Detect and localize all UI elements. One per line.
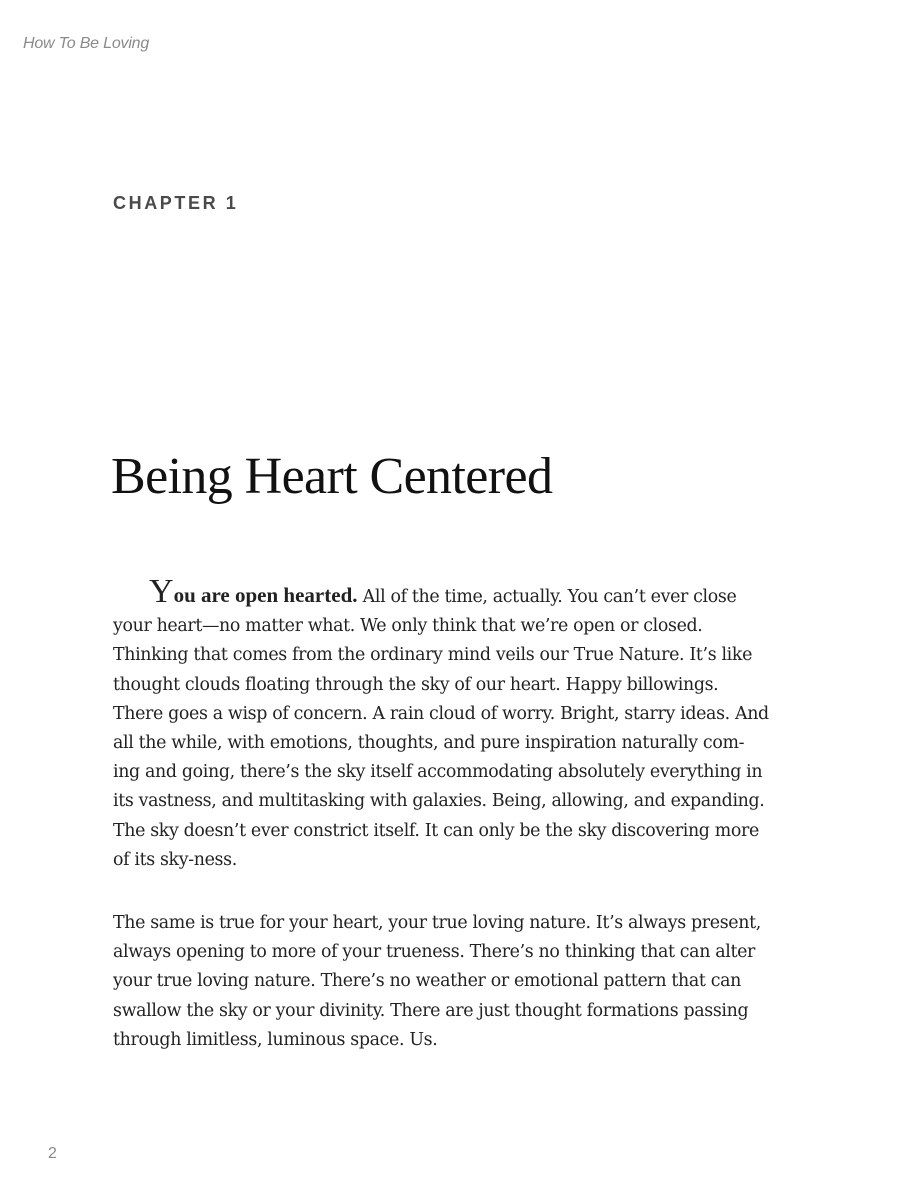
running-header-title: How To Be Loving — [23, 35, 150, 52]
lead-initial-letter: Y — [149, 573, 174, 610]
paragraph-line: your heart—no matter what. We only think that we’re open or closed. — [113, 616, 703, 637]
lead-in-rest: ou are open hearted. — [173, 583, 358, 607]
lead-in-phrase — [149, 573, 358, 610]
paragraph-line: ing and going, there’s the sky itself accommodating absolutely everything in — [113, 762, 763, 783]
first-line-rest: All of the time, actually. You can’t ever close — [357, 587, 737, 607]
paragraph-line: your true loving nature. There’s no weather or emotional pattern that can — [113, 971, 741, 992]
page-number: 2 — [48, 1145, 57, 1162]
paragraph-line: its vastness, and multitasking with galaxies. Being, allowing, and expanding. — [113, 791, 765, 812]
paragraph-line — [113, 573, 793, 612]
paragraph-line: all the while, with emotions, thoughts, and pure inspiration naturally com- — [113, 733, 745, 754]
paragraph-line: of its sky-ness. — [113, 849, 237, 870]
paragraph-line: The same is true for your heart, your true loving nature. It’s always present, — [113, 913, 761, 933]
paragraph-line: The sky doesn’t ever constrict itself. It can only be the sky discovering more — [113, 820, 759, 841]
chapter-label: CHAPTER 1 — [113, 193, 239, 213]
paragraph-line: thought clouds floating through the sky of our heart. Happy billowings. — [113, 674, 719, 695]
paragraph-line: Thinking that comes from the ordinary mind veils our True Nature. It’s like — [113, 645, 753, 666]
chapter-title: Being Heart Centered — [111, 448, 553, 505]
body-paragraph-1 — [113, 573, 793, 875]
body-paragraph-2 — [113, 909, 793, 1055]
paragraph-line: There goes a wisp of concern. A rain cloud of worry. Bright, starry ideas. And — [113, 703, 769, 724]
paragraph-line: swallow the sky or your divinity. There are just thought formations passing — [113, 1000, 749, 1021]
paragraph-line: through limitless, luminous space. Us. — [113, 1029, 438, 1050]
paragraph-line: always opening to more of your trueness. There’s no thinking that can alter — [113, 942, 755, 963]
